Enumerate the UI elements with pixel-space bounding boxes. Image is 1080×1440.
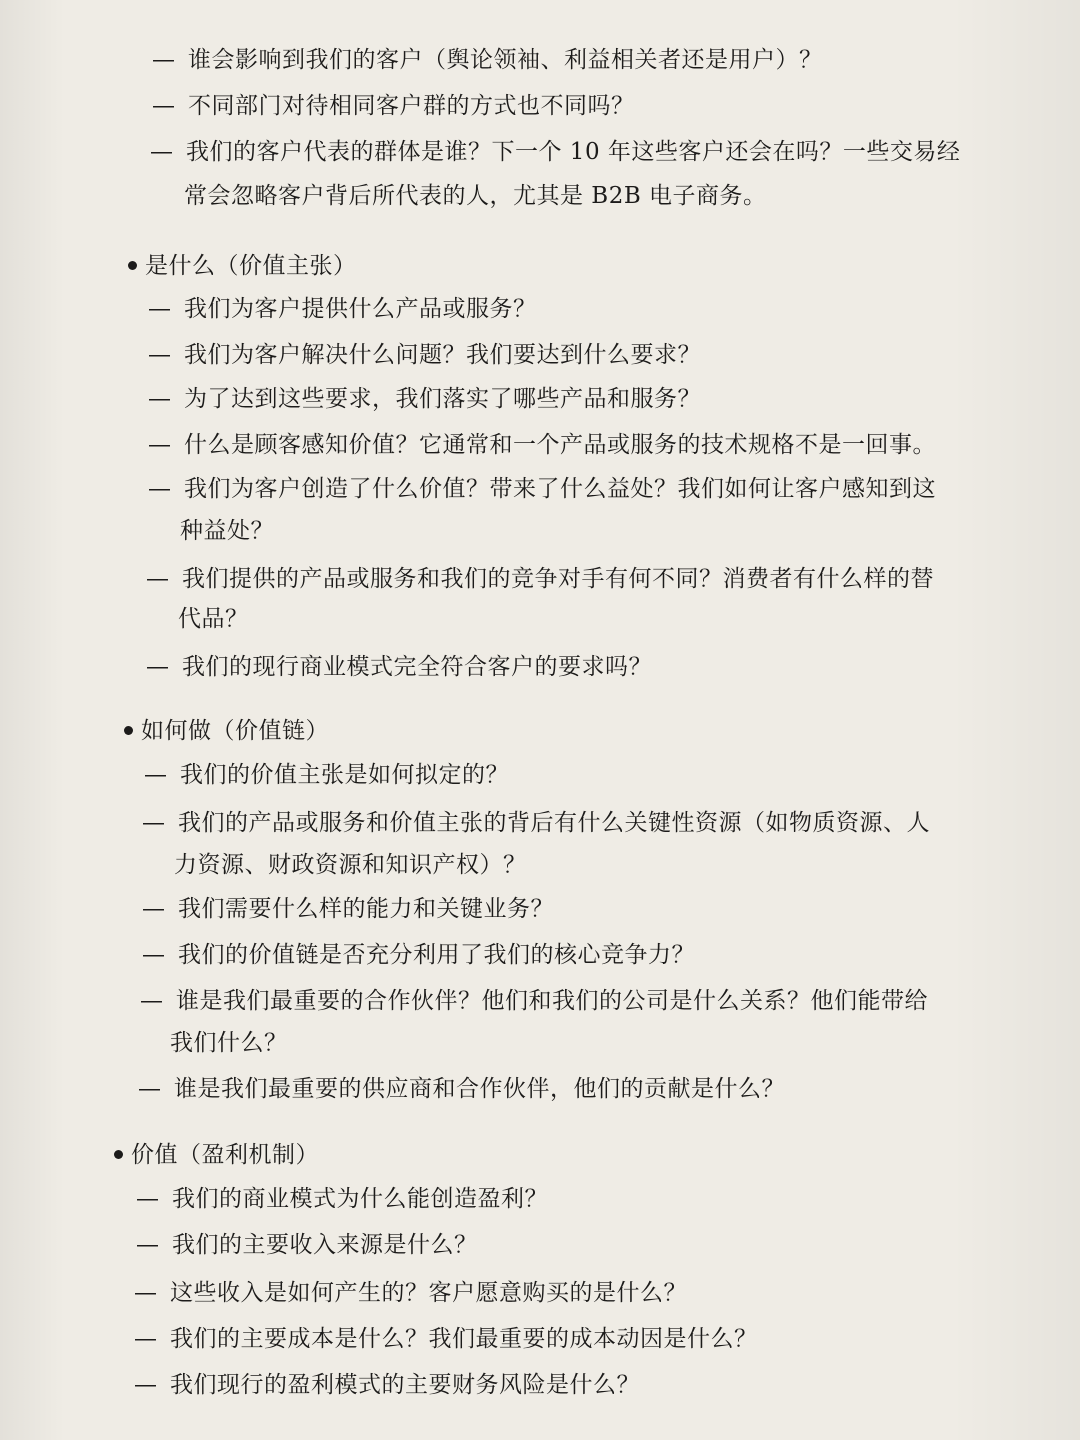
- list-item-text: 我们为客户解决什么问题？我们要达到什么要求？: [184, 342, 701, 368]
- section-heading-how: [124, 716, 329, 746]
- section-heading-text: 如何做（价值链）: [141, 718, 329, 744]
- bullet-icon: [124, 726, 133, 735]
- list-item: [152, 91, 635, 121]
- list-item: [134, 1278, 687, 1308]
- list-item: [148, 294, 537, 324]
- list-item-text: 我们的产品或服务和价值主张的背后有什么关键性资源（如物质资源、人: [178, 810, 930, 836]
- dash-marker: —: [142, 942, 166, 968]
- list-item: [148, 430, 936, 460]
- list-item: [146, 564, 934, 594]
- dash-marker: —: [148, 386, 172, 412]
- dash-marker: —: [142, 810, 166, 836]
- list-item: [146, 652, 652, 682]
- list-item-text: 我们提供的产品或服务和我们的竞争对手有何不同？消费者有什么样的替: [182, 566, 934, 592]
- list-item: [138, 1074, 785, 1104]
- list-item-text: 我们的主要收入来源是什么？: [172, 1232, 478, 1258]
- dash-marker: —: [150, 139, 174, 165]
- list-item-text: 谁会影响到我们的客户（舆论领袖、利益相关者还是用户）？: [188, 47, 823, 73]
- dash-marker: —: [136, 1232, 160, 1258]
- list-item-continuation: 代品？: [178, 606, 249, 632]
- list-item-text: 不同部门对待相同客户群的方式也不同吗？: [188, 93, 635, 119]
- dash-marker: —: [134, 1280, 158, 1306]
- dash-marker: —: [134, 1372, 158, 1398]
- list-item-text: 我们的价值主张是如何拟定的？: [180, 762, 509, 788]
- list-item-text: 我们为客户创造了什么价值？带来了什么益处？我们如何让客户感知到这: [184, 476, 936, 502]
- list-item-text: 我们的主要成本是什么？我们最重要的成本动因是什么？: [170, 1326, 758, 1352]
- dash-marker: —: [136, 1186, 160, 1212]
- list-item-continuation: 常会忽略客户背后所代表的人，尤其是 B2B 电子商务。: [184, 183, 767, 209]
- list-item-text: 我们需要什么样的能力和关键业务？: [178, 896, 554, 922]
- list-item-text: 我们的商业模式为什么能创造盈利？: [172, 1186, 548, 1212]
- list-item-text: 这些收入是如何产生的？客户愿意购买的是什么？: [170, 1280, 687, 1306]
- dash-marker: —: [134, 1326, 158, 1352]
- section-heading-what: [128, 251, 357, 281]
- list-item-continuation: 种益处？: [180, 518, 274, 544]
- list-item-text: 我们的客户代表的群体是谁？下一个 10 年这些客户还会在吗？一些交易经: [186, 139, 961, 165]
- dash-marker: —: [144, 762, 168, 788]
- section-heading-text: 价值（盈利机制）: [131, 1142, 319, 1168]
- list-item: [142, 808, 930, 838]
- section-heading-text: 是什么（价值主张）: [145, 253, 357, 279]
- list-item: [136, 1184, 548, 1214]
- list-item: [142, 894, 554, 924]
- dash-marker: —: [146, 566, 170, 592]
- bullet-icon: [128, 261, 137, 270]
- list-item-text: 什么是顾客感知价值？它通常和一个产品或服务的技术规格不是一回事。: [184, 432, 936, 458]
- list-item-text: 我们的价值链是否充分利用了我们的核心竞争力？: [178, 942, 695, 968]
- dash-marker: —: [148, 476, 172, 502]
- dash-marker: —: [148, 296, 172, 322]
- dash-marker: —: [146, 654, 170, 680]
- list-item: [148, 474, 936, 504]
- dash-marker: —: [138, 1076, 162, 1102]
- dash-marker: —: [148, 342, 172, 368]
- list-item: [150, 137, 960, 167]
- list-item-text: 谁是我们最重要的合作伙伴？他们和我们的公司是什么关系？他们能带给: [176, 988, 928, 1014]
- list-item: [152, 45, 823, 75]
- bullet-icon: [114, 1150, 123, 1159]
- list-item: [136, 1230, 478, 1260]
- list-item-text: 谁是我们最重要的供应商和合作伙伴，他们的贡献是什么？: [174, 1076, 785, 1102]
- dash-marker: —: [142, 896, 166, 922]
- list-item-text: 为了达到这些要求，我们落实了哪些产品和服务？: [184, 386, 701, 412]
- list-item-continuation: 我们什么？: [170, 1030, 288, 1056]
- list-item-text: 我们为客户提供什么产品或服务？: [184, 296, 537, 322]
- list-item-continuation: 力资源、财政资源和知识产权）？: [174, 852, 527, 878]
- list-item: [142, 940, 695, 970]
- list-item: [148, 384, 701, 414]
- list-item: [148, 340, 701, 370]
- dash-marker: —: [148, 432, 172, 458]
- list-item: [140, 986, 928, 1016]
- list-item: [134, 1370, 640, 1400]
- list-item: [144, 760, 509, 790]
- list-item-text: 我们现行的盈利模式的主要财务风险是什么？: [170, 1372, 640, 1398]
- dash-marker: —: [152, 47, 176, 73]
- dash-marker: —: [152, 93, 176, 119]
- dash-marker: —: [140, 988, 164, 1014]
- list-item-text: 我们的现行商业模式完全符合客户的要求吗？: [182, 654, 652, 680]
- section-heading-value: [114, 1140, 319, 1170]
- list-item: [134, 1324, 758, 1354]
